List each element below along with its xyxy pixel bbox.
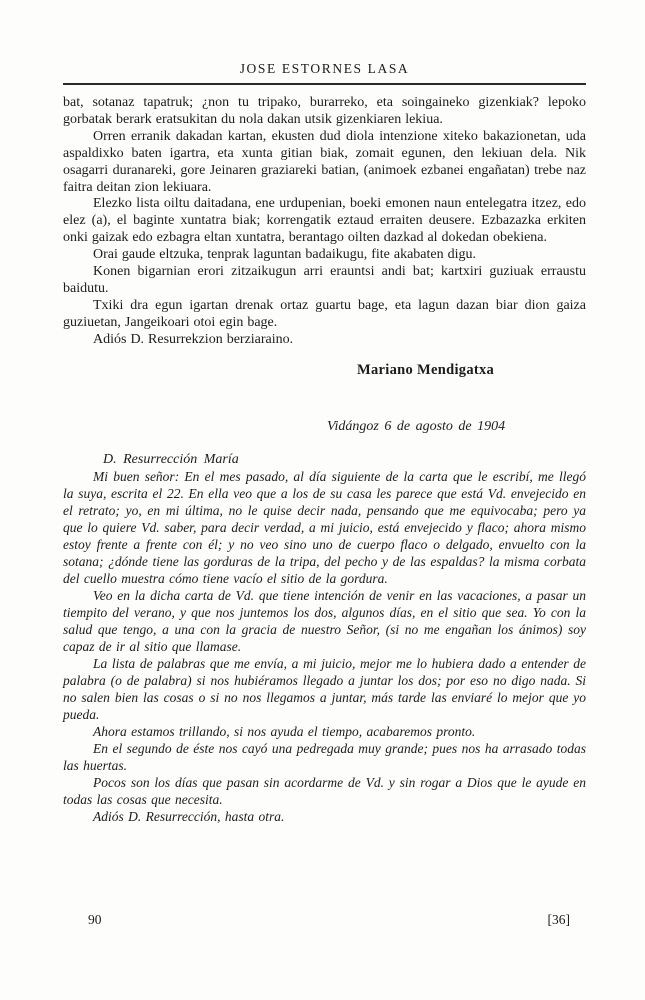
page-number-right: [36] <box>547 912 570 927</box>
page-number-left: 90 <box>88 912 102 927</box>
spanish-paragraph: Pocos son los días que pasan sin acordarme de Vd. y sin rogar a Dios que le ayude en todas las cosas que necesita. <box>63 774 586 807</box>
basque-paragraph: bat, sotanaz tapatruk; ¿non tu tripako, burarreko, eta soingaineko gizenkiak? lepoko gorbatak berark eratsukitan du nola dakan utsik gizenkiaren lekiua. <box>63 95 586 127</box>
letter-signature: Mariano Mendigatxa <box>357 361 495 378</box>
basque-paragraph: Orren erranik dakadan kartan, ekusten dud diola intenzione xiteko bakazionetan, uda aspaldixko baten igartra, eta xunta gitian biak, zomait egunen, den lekiuan dela. Nik osagarri duranareki, gore Jeinaren graziareki batian, (animoek ezbanei engañatan) trebe naz faitra deitan zion lekiuara. <box>63 128 586 195</box>
spanish-paragraph: Mi buen señor: En el mes pasado, al día siguiente de la carta que le escribí, me llegó la suya, escrita el 22. En ella veo que a los de su casa les parece que está Vd. envejecido en el retrato; yo, en mi última, no le quise decir nada, pensando que me equivocaba; pero ya que lo quiere Vd. saber, para decir verdad, a mi juicio, está envejecido y flaco; ahora mismo estoy frente a frente con él; y no veo sino uno de cuerpo flaco o delgado, envuelto con la sotana; ¿dónde tiene las gorduras de la tripa, del pecho y de las espaldas? la misma corbata del cuello muestra cómo tiene vacío el sitio de la gordura. <box>63 468 586 586</box>
basque-paragraph: Konen bigarnian erori zitzaikugun arri erauntsi andi bat; kartxiri guziuak erraustu baidutu. <box>63 264 586 296</box>
page-text-block <box>63 95 586 825</box>
basque-paragraph: Orai gaude eltzuka, tenprak laguntan badaikugu, fite akabaten digu. <box>93 247 477 263</box>
spanish-letter-section <box>63 468 586 825</box>
letter-dateline: Vidángoz 6 de agosto de 1904 <box>327 418 506 434</box>
spanish-paragraph: La lista de palabras que me envía, a mi juicio, mejor me lo hubiera dado a entender de palabra (o de palabra) si nos hubiéramos llegado a juntar los dos; por eso no digo nada. Si no salen bien las cosas o si no nos llegamos a juntar, más tarde las enviaré lo mejor que yo pueda. <box>63 655 586 722</box>
basque-paragraph: Adiós D. Resurrekzion berziaraino. <box>93 331 294 347</box>
spanish-paragraph: Ahora estamos trillando, si nos ayuda el tiempo, acabaremos pronto. <box>93 723 476 739</box>
spanish-paragraph: Adiós D. Resurrección, hasta otra. <box>93 808 285 824</box>
basque-paragraph: Txiki dra egun igartan drenak ortaz guartu bage, eta lagun dazan biar dion gaiza guziuetan, Jangeikoari otoi egin bage. <box>63 297 586 330</box>
header-rule <box>63 83 586 85</box>
basque-paragraph: Elezko lista oiltu daitadana, ene urdupenian, boeki emonen naun entelegatra itzez, edo elez (a), el baginte xuntatra biak; korrengatik eztaud erraiten deusere. Ezbazazka erkiten onki gaizak edo ezbagra eltan xuntatra, berantago oilten dazkad al dokedan obekiena. <box>63 196 586 246</box>
basque-letter-section <box>63 95 586 349</box>
spanish-paragraph: Veo en la dicha carta de Vd. que tiene intención de venir en las vacaciones, a pasar un tiempito del verano, y que nos juntemos los dos, algunos días, en el sitio que sea. Yo con la salud que tengo, a una con la gracia de nuestro Señor, (si no me engañan los ánimos) soy capaz de ir al sitio que llamase. <box>63 587 586 654</box>
letter-salutation: D. Resurrección María <box>103 451 239 467</box>
spanish-paragraph: En el segundo de éste nos cayó una pedregada muy grande; pues nos ha arrasado todas las huertas. <box>63 740 586 773</box>
running-header: JOSE ESTORNES LASA <box>239 61 410 76</box>
